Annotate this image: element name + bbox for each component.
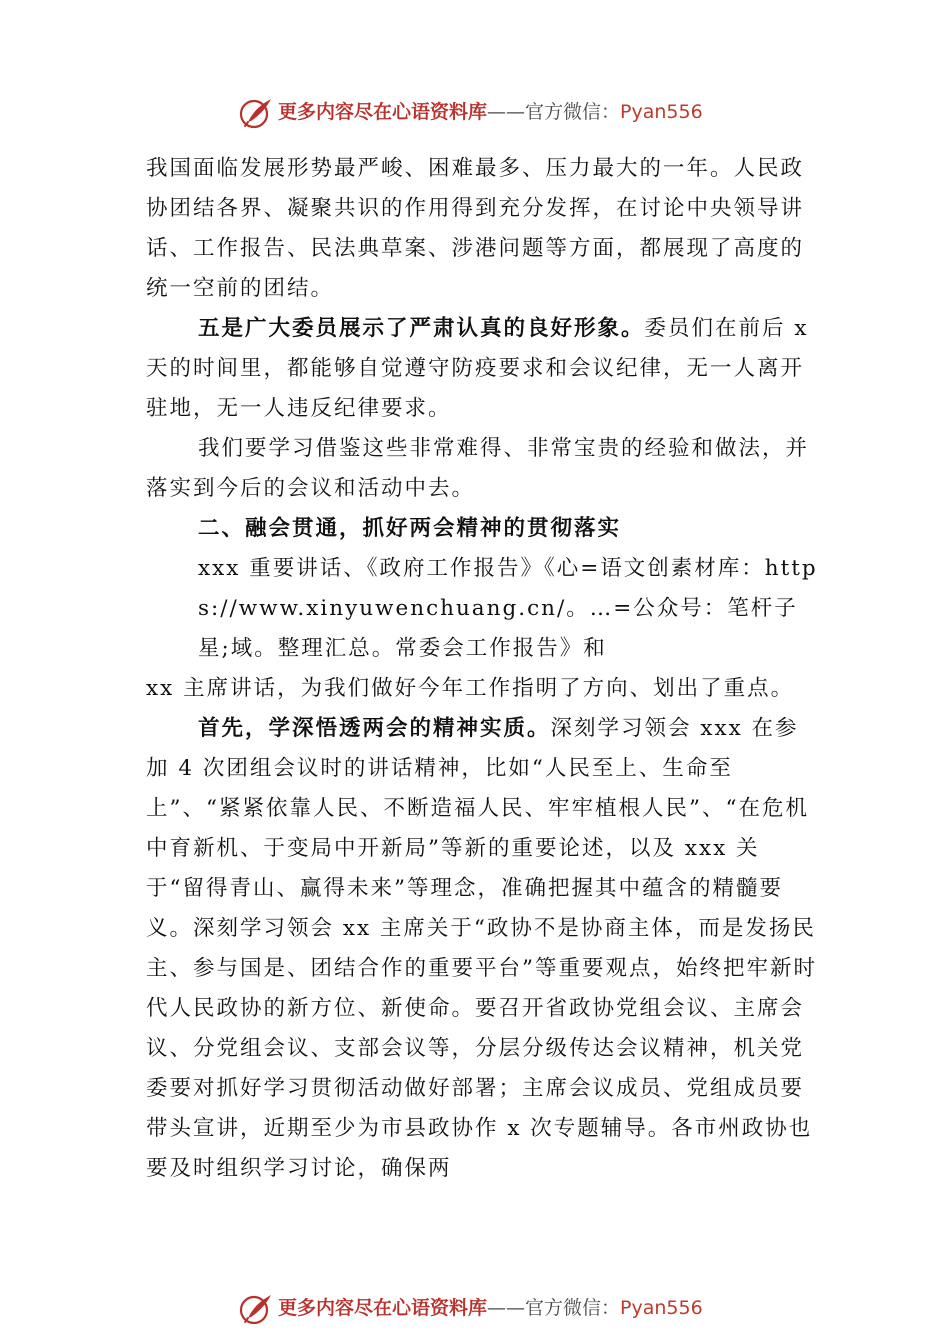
banner-red-text: 更多内容尽在心语资料库: [278, 1297, 488, 1319]
document-body: [146, 149, 818, 1189]
banner-wechat-label: 官方微信：: [525, 1297, 621, 1319]
banner-red-text: 更多内容尽在心语资料库: [278, 101, 488, 123]
banner-wechat-id: Pyan556: [620, 1297, 703, 1319]
paragraph-2-body: 委员们在前后 x 天的时间里，都能够自觉遵守防疫要求和会议纪律，无一人离开驻地，无一人违反纪律要求。: [146, 316, 809, 421]
banner-wechat-label: 官方微信：: [525, 101, 621, 123]
paragraph-5-body: 深刻学习领会 xxx 在参加 4 次团组会议时的讲话精神，比如“人民至上、生命至上”、“紧紧依靠人民、不断造福人民、牢牢植根人民”、“在危机中育新机、于变局中开新局”等新的重要论述，以及 xxx 关于“留得青山、赢得未来”等理念，准确把握其中蕴含的精髓要义。深刻学习领会 xx 主席关于“政协不是协商主体，而是发扬民主、参与国是、团结合作的重要平台”等重要观点，始终把牢新时代人民政协的新方位、新使命。要召开省政协党组会议、主席会议、分党组会议、支部会议等，分层分级传达会议精神，机关党委要对抓好学习贯彻活动做好部署；主席会议成员、党组成员要带头宣讲，近期至少为市县政协作 x 次专题辅导。各市州政协也要及时组织学习讨论，确保两: [146, 716, 817, 1181]
paragraph-2-lead: 五是广大委员展示了严肃认真的良好形象。: [198, 316, 645, 341]
paragraph-2: [146, 309, 818, 429]
paragraph-1: 我国面临发展形势最严峻、困难最多、压力最大的一年。人民政协团结各界、凝聚共识的作用得到充分发挥，在讨论中央领导讲话、工作报告、民法典草案、涉港问题等方面，都展现了高度的统一空前的团结。: [146, 156, 805, 301]
header-banner: [0, 94, 950, 134]
banner-text: [278, 100, 703, 124]
banner-dash: ——: [487, 1297, 526, 1319]
paragraph-3: 我们要学习借鉴这些非常难得、非常宝贵的经验和做法，并落实到今后的会议和活动中去。: [146, 436, 810, 501]
banner-wechat-id: Pyan556: [620, 101, 703, 123]
section-heading: 二、融会贯通，抓好两会精神的贯彻落实: [198, 516, 622, 541]
banner-dash: ——: [487, 101, 526, 123]
paragraph-5-lead: 首先，学深悟透两会的精神实质。: [198, 716, 551, 741]
quill-pen-logo-icon: [238, 96, 274, 130]
paragraph-4-mixed: xxx 重要讲话、《政府工作报告》《心=语文创素材库：https://www.xinyuwenchuang.cn/。…=公众号：笔杆子星;域。整理汇总。常委会工作报告》和: [198, 556, 818, 661]
paragraph-5: [146, 709, 818, 1189]
footer-banner: [0, 1290, 950, 1330]
banner-text: [278, 1296, 703, 1320]
quill-pen-logo-icon: [238, 1292, 274, 1326]
paragraph-4-tail: xx 主席讲话，为我们做好今年工作指明了方向、划出了重点。: [146, 676, 795, 701]
